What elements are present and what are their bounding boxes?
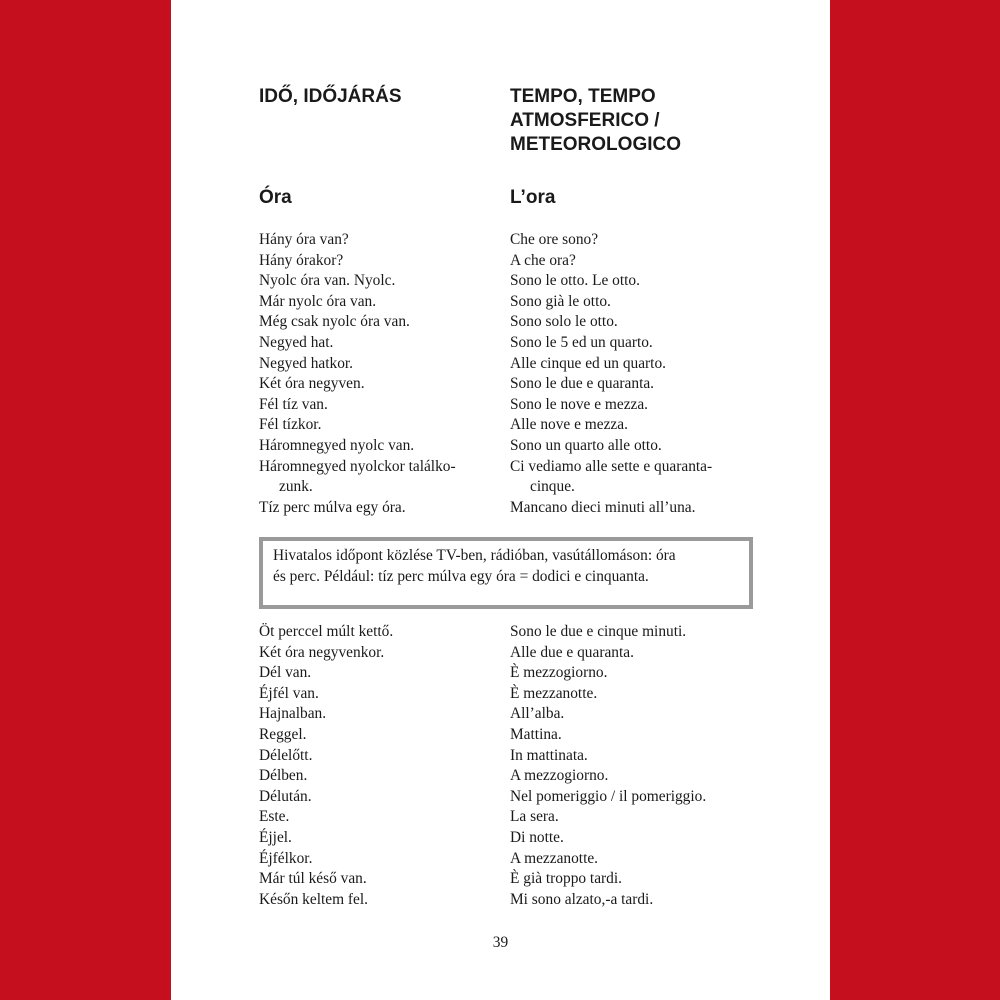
- phrase-it: La sera.: [510, 808, 559, 826]
- phrase-it: Sono un quarto alle otto.: [510, 436, 662, 454]
- phrase-hu: Dél van.: [259, 664, 312, 682]
- info-box-line: Hivatalos időpont közlése TV-ben, rádióban, vasútállomáson: óra: [273, 547, 676, 564]
- phrase-it: Sono solo le otto.: [510, 313, 618, 331]
- phrase-it: Che ore sono?: [510, 231, 599, 248]
- phrase-it: Nel pomeriggio / il pomeriggio.: [510, 787, 707, 805]
- info-box: [259, 537, 753, 609]
- phrase-it: Alle nove e mezza.: [510, 416, 628, 434]
- phrase-hu: Negyed hatkor.: [259, 354, 354, 372]
- phrase-hu: Tíz perc múlva egy óra.: [259, 498, 406, 516]
- phrase-it: Sono già le otto.: [510, 292, 611, 310]
- phrase-hu: Két óra negyven.: [259, 375, 365, 393]
- phrase-hu: Hány óra van?: [259, 231, 349, 248]
- phrase-hu: Már nyolc óra van.: [259, 292, 377, 310]
- phrase-it: Sono le otto. Le otto.: [510, 272, 640, 290]
- section1-hungarian-list: [259, 230, 456, 518]
- phrase-hu: Hány órakor?: [259, 251, 344, 269]
- phrase-it: È già troppo tardi.: [510, 870, 622, 888]
- phrase-hu: Még csak nyolc óra van.: [259, 313, 410, 331]
- phrase-hu: Későn keltem fel.: [259, 890, 368, 908]
- book-page: [171, 0, 830, 1000]
- phrase-it: Mattina.: [510, 725, 562, 743]
- phrase-it: Sono le nove e mezza.: [510, 395, 649, 413]
- phrase-hu: Fél tízkor.: [259, 416, 322, 434]
- section1-italian-list: [510, 230, 712, 518]
- phrase-it: Di notte.: [510, 828, 564, 846]
- phrase-it: Ci vediamo alle sette e quaranta-: [510, 457, 713, 475]
- phrase-hu: Délelőtt.: [259, 746, 313, 764]
- phrase-it: Sono le due e cinque minuti.: [510, 623, 687, 640]
- phrase-it: Mancano dieci minuti all’una.: [510, 498, 696, 516]
- right-subheading: L’ora: [510, 187, 556, 208]
- phrase-hu: Délután.: [259, 787, 312, 805]
- page-number: 39: [492, 934, 509, 951]
- right-heading-line: ATMOSFERICO /: [510, 110, 660, 131]
- phrase-hu: Nyolc óra van. Nyolc.: [259, 272, 396, 290]
- phrase-it: All’alba.: [510, 705, 565, 723]
- phrase-it: A mezzanotte.: [510, 849, 599, 867]
- phrase-hu: Este.: [259, 808, 290, 826]
- phrase-hu-continuation: zunk.: [279, 478, 313, 496]
- phrase-hu: Fél tíz van.: [259, 395, 328, 413]
- phrase-hu: Éjjel.: [259, 828, 292, 846]
- info-box-line: és perc. Például: tíz perc múlva egy óra = dodici e cinquanta.: [273, 568, 649, 585]
- phrase-hu: Éjfélkor.: [259, 849, 313, 867]
- left-subheading: Óra: [259, 187, 292, 208]
- phrase-hu: Délben.: [259, 767, 308, 785]
- phrase-it: Alle cinque ed un quarto.: [510, 354, 666, 372]
- phrase-hu: Negyed hat.: [259, 333, 334, 351]
- phrase-hu: Hajnalban.: [259, 705, 327, 723]
- phrase-hu: Öt perccel múlt kettő.: [259, 623, 394, 640]
- left-heading: IDŐ, IDŐJÁRÁS: [259, 86, 402, 107]
- phrase-it-continuation: cinque.: [530, 478, 575, 496]
- phrase-it: A che ora?: [510, 251, 576, 269]
- phrase-it: Alle due e quaranta.: [510, 643, 634, 661]
- phrase-hu: Háromnegyed nyolckor találko-: [259, 457, 456, 475]
- phrase-hu: Háromnegyed nyolc van.: [259, 436, 415, 454]
- phrase-it: È mezzanotte.: [510, 684, 598, 702]
- phrase-it: Sono le 5 ed un quarto.: [510, 333, 653, 351]
- section2-italian-list: [510, 622, 706, 910]
- phrase-hu: Már túl késő van.: [259, 870, 367, 888]
- right-heading-line: TEMPO, TEMPO: [510, 86, 656, 107]
- phrase-hu: Két óra negyvenkor.: [259, 643, 385, 661]
- phrase-it: Sono le due e quaranta.: [510, 375, 655, 393]
- phrase-it: È mezzogiorno.: [510, 664, 608, 682]
- right-heading: [510, 85, 681, 157]
- section2-hungarian-list: [259, 622, 393, 910]
- phrase-hu: Éjfél van.: [259, 684, 319, 702]
- phrase-it: Mi sono alzato,-a tardi.: [510, 890, 654, 908]
- phrase-hu: Reggel.: [259, 725, 307, 743]
- phrase-it: A mezzogiorno.: [510, 767, 609, 785]
- right-heading-line: METEOROLOGICO: [510, 134, 681, 155]
- phrase-it: In mattinata.: [510, 746, 588, 764]
